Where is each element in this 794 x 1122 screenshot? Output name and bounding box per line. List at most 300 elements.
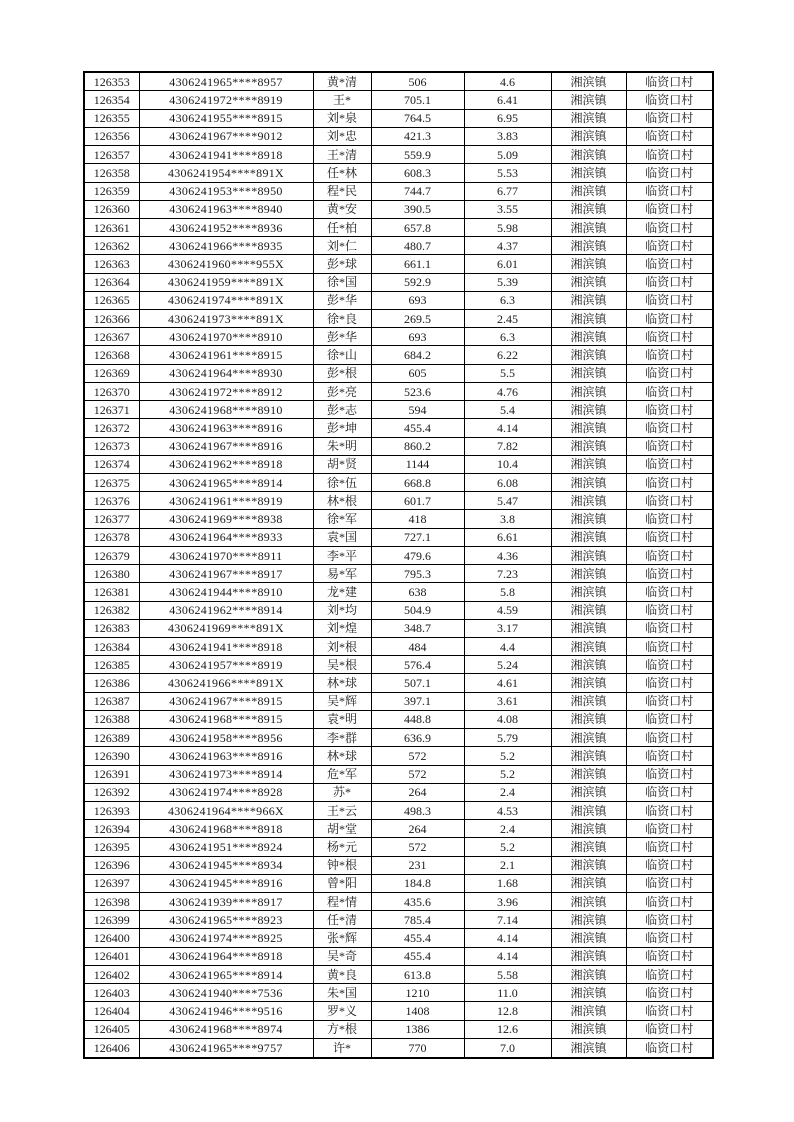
cell-town: 湘滨镇: [551, 273, 626, 291]
cell-masked-name: 方*根: [313, 1020, 371, 1038]
table-row: [84, 637, 713, 655]
table-row: [84, 310, 713, 328]
cell-masked-name: 彭*根: [313, 364, 371, 382]
cell-masked-id-number: 4306241973****891X: [139, 310, 313, 328]
cell-masked-id-number: 4306241961****8919: [139, 492, 313, 510]
cell-village: 临资口村: [626, 838, 713, 856]
cell-amount: 264: [371, 783, 464, 801]
cell-amount: 605: [371, 364, 464, 382]
cell-serial-no: 126395: [84, 838, 139, 856]
cell-town: 湘滨镇: [551, 637, 626, 655]
cell-secondary-value: 6.77: [464, 182, 551, 200]
cell-secondary-value: 4.14: [464, 947, 551, 965]
cell-amount: 693: [371, 328, 464, 346]
cell-serial-no: 126378: [84, 528, 139, 546]
cell-masked-id-number: 4306241958****8956: [139, 729, 313, 747]
cell-masked-id-number: 4306241966****8935: [139, 237, 313, 255]
cell-village: 临资口村: [626, 674, 713, 692]
cell-serial-no: 126359: [84, 182, 139, 200]
cell-village: 临资口村: [626, 328, 713, 346]
table-row: [84, 692, 713, 710]
cell-town: 湘滨镇: [551, 382, 626, 400]
cell-village: 临资口村: [626, 455, 713, 473]
records-table-body: [84, 72, 713, 1058]
table-row: [84, 984, 713, 1002]
cell-secondary-value: 2.45: [464, 310, 551, 328]
cell-masked-name: 黄*良: [313, 965, 371, 983]
cell-town: 湘滨镇: [551, 729, 626, 747]
cell-secondary-value: 3.61: [464, 692, 551, 710]
cell-village: 临资口村: [626, 474, 713, 492]
cell-town: 湘滨镇: [551, 583, 626, 601]
cell-village: 临资口村: [626, 182, 713, 200]
cell-masked-id-number: 4306241967****8917: [139, 565, 313, 583]
cell-masked-name: 苏*: [313, 783, 371, 801]
cell-masked-id-number: 4306241945****8934: [139, 856, 313, 874]
table-row: [84, 164, 713, 182]
cell-amount: 348.7: [371, 619, 464, 637]
cell-amount: 572: [371, 747, 464, 765]
table-row: [84, 656, 713, 674]
cell-secondary-value: 5.4: [464, 401, 551, 419]
cell-village: 临资口村: [626, 382, 713, 400]
cell-village: 临资口村: [626, 346, 713, 364]
cell-town: 湘滨镇: [551, 747, 626, 765]
cell-village: 临资口村: [626, 291, 713, 309]
cell-serial-no: 126365: [84, 291, 139, 309]
table-row: [84, 382, 713, 400]
cell-amount: 523.6: [371, 382, 464, 400]
cell-town: 湘滨镇: [551, 291, 626, 309]
cell-secondary-value: 6.41: [464, 91, 551, 109]
cell-masked-id-number: 4306241970****8911: [139, 546, 313, 564]
cell-masked-id-number: 4306241959****891X: [139, 273, 313, 291]
cell-village: 临资口村: [626, 1020, 713, 1038]
cell-masked-name: 徐*军: [313, 510, 371, 528]
cell-amount: 770: [371, 1038, 464, 1058]
cell-secondary-value: 6.61: [464, 528, 551, 546]
cell-masked-id-number: 4306241974****8928: [139, 783, 313, 801]
table-row: [84, 72, 713, 91]
table-row: [84, 146, 713, 164]
cell-masked-name: 任*林: [313, 164, 371, 182]
cell-secondary-value: 5.09: [464, 146, 551, 164]
cell-masked-id-number: 4306241972****8919: [139, 91, 313, 109]
table-row: [84, 893, 713, 911]
cell-masked-id-number: 4306241960****955X: [139, 255, 313, 273]
cell-town: 湘滨镇: [551, 565, 626, 583]
cell-amount: 661.1: [371, 255, 464, 273]
cell-masked-name: 刘*忠: [313, 127, 371, 145]
cell-town: 湘滨镇: [551, 455, 626, 473]
cell-village: 临资口村: [626, 911, 713, 929]
cell-masked-id-number: 4306241965****9757: [139, 1038, 313, 1058]
cell-secondary-value: 2.1: [464, 856, 551, 874]
cell-serial-no: 126363: [84, 255, 139, 273]
cell-village: 临资口村: [626, 528, 713, 546]
cell-masked-id-number: 4306241974****8925: [139, 929, 313, 947]
cell-secondary-value: 5.53: [464, 164, 551, 182]
cell-town: 湘滨镇: [551, 146, 626, 164]
cell-masked-id-number: 4306241957****8919: [139, 656, 313, 674]
cell-masked-id-number: 4306241968****8974: [139, 1020, 313, 1038]
cell-amount: 231: [371, 856, 464, 874]
cell-town: 湘滨镇: [551, 510, 626, 528]
table-row: [84, 947, 713, 965]
cell-town: 湘滨镇: [551, 218, 626, 236]
cell-serial-no: 126396: [84, 856, 139, 874]
cell-serial-no: 126371: [84, 401, 139, 419]
cell-amount: 418: [371, 510, 464, 528]
cell-village: 临资口村: [626, 200, 713, 218]
cell-amount: 269.5: [371, 310, 464, 328]
cell-secondary-value: 3.96: [464, 893, 551, 911]
cell-serial-no: 126391: [84, 765, 139, 783]
cell-town: 湘滨镇: [551, 1002, 626, 1020]
cell-masked-name: 任*清: [313, 911, 371, 929]
cell-amount: 576.4: [371, 656, 464, 674]
cell-serial-no: 126381: [84, 583, 139, 601]
cell-village: 临资口村: [626, 72, 713, 91]
table-row: [84, 91, 713, 109]
cell-village: 临资口村: [626, 218, 713, 236]
cell-town: 湘滨镇: [551, 546, 626, 564]
cell-serial-no: 126369: [84, 364, 139, 382]
cell-serial-no: 126376: [84, 492, 139, 510]
cell-masked-name: 彭*志: [313, 401, 371, 419]
cell-serial-no: 126404: [84, 1002, 139, 1020]
table-row: [84, 856, 713, 874]
cell-secondary-value: 4.14: [464, 419, 551, 437]
records-table: [83, 71, 714, 1059]
cell-serial-no: 126386: [84, 674, 139, 692]
cell-secondary-value: 4.76: [464, 382, 551, 400]
cell-amount: 613.8: [371, 965, 464, 983]
cell-amount: 455.4: [371, 947, 464, 965]
table-row: [84, 419, 713, 437]
cell-masked-name: 彭*坤: [313, 419, 371, 437]
cell-village: 临资口村: [626, 747, 713, 765]
cell-town: 湘滨镇: [551, 911, 626, 929]
table-row: [84, 474, 713, 492]
cell-amount: 504.9: [371, 601, 464, 619]
cell-masked-id-number: 4306241968****8915: [139, 710, 313, 728]
cell-village: 临资口村: [626, 801, 713, 819]
table-row: [84, 364, 713, 382]
cell-town: 湘滨镇: [551, 893, 626, 911]
cell-masked-id-number: 4306241965****8914: [139, 474, 313, 492]
cell-town: 湘滨镇: [551, 710, 626, 728]
cell-masked-id-number: 4306241965****8923: [139, 911, 313, 929]
cell-secondary-value: 3.17: [464, 619, 551, 637]
cell-village: 临资口村: [626, 546, 713, 564]
cell-serial-no: 126380: [84, 565, 139, 583]
table-row: [84, 510, 713, 528]
cell-masked-name: 李*平: [313, 546, 371, 564]
cell-serial-no: 126406: [84, 1038, 139, 1058]
cell-secondary-value: 4.53: [464, 801, 551, 819]
cell-serial-no: 126364: [84, 273, 139, 291]
cell-masked-id-number: 4306241968****8918: [139, 820, 313, 838]
cell-secondary-value: 2.4: [464, 820, 551, 838]
cell-town: 湘滨镇: [551, 528, 626, 546]
cell-town: 湘滨镇: [551, 601, 626, 619]
cell-village: 临资口村: [626, 965, 713, 983]
table-row: [84, 601, 713, 619]
cell-masked-id-number: 4306241952****8936: [139, 218, 313, 236]
cell-secondary-value: 5.98: [464, 218, 551, 236]
cell-amount: 559.9: [371, 146, 464, 164]
cell-masked-name: 刘*根: [313, 637, 371, 655]
cell-town: 湘滨镇: [551, 492, 626, 510]
cell-masked-id-number: 4306241973****8914: [139, 765, 313, 783]
cell-village: 临资口村: [626, 127, 713, 145]
cell-town: 湘滨镇: [551, 692, 626, 710]
cell-serial-no: 126374: [84, 455, 139, 473]
cell-secondary-value: 5.2: [464, 747, 551, 765]
cell-masked-name: 吴*根: [313, 656, 371, 674]
cell-village: 临资口村: [626, 237, 713, 255]
cell-serial-no: 126356: [84, 127, 139, 145]
cell-masked-name: 刘*均: [313, 601, 371, 619]
cell-serial-no: 126383: [84, 619, 139, 637]
cell-amount: 594: [371, 401, 464, 419]
cell-serial-no: 126399: [84, 911, 139, 929]
cell-serial-no: 126393: [84, 801, 139, 819]
cell-secondary-value: 7.14: [464, 911, 551, 929]
cell-town: 湘滨镇: [551, 437, 626, 455]
cell-masked-id-number: 4306241939****8917: [139, 893, 313, 911]
cell-serial-no: 126368: [84, 346, 139, 364]
cell-masked-name: 林*球: [313, 674, 371, 692]
cell-town: 湘滨镇: [551, 474, 626, 492]
cell-secondary-value: 4.6: [464, 72, 551, 91]
cell-masked-id-number: 4306241945****8916: [139, 874, 313, 892]
cell-serial-no: 126377: [84, 510, 139, 528]
cell-town: 湘滨镇: [551, 801, 626, 819]
cell-amount: 264: [371, 820, 464, 838]
cell-village: 临资口村: [626, 419, 713, 437]
table-row: [84, 346, 713, 364]
cell-masked-id-number: 4306241962****8914: [139, 601, 313, 619]
cell-masked-name: 胡*贤: [313, 455, 371, 473]
cell-masked-name: 徐*山: [313, 346, 371, 364]
cell-secondary-value: 4.37: [464, 237, 551, 255]
cell-town: 湘滨镇: [551, 674, 626, 692]
cell-amount: 455.4: [371, 419, 464, 437]
cell-town: 湘滨镇: [551, 419, 626, 437]
cell-secondary-value: 4.36: [464, 546, 551, 564]
cell-town: 湘滨镇: [551, 874, 626, 892]
cell-village: 临资口村: [626, 401, 713, 419]
cell-masked-id-number: 4306241974****891X: [139, 291, 313, 309]
cell-serial-no: 126379: [84, 546, 139, 564]
cell-masked-name: 刘*泉: [313, 109, 371, 127]
cell-masked-name: 彭*华: [313, 291, 371, 309]
cell-secondary-value: 11.0: [464, 984, 551, 1002]
cell-serial-no: 126361: [84, 218, 139, 236]
table-row: [84, 674, 713, 692]
cell-masked-id-number: 4306241964****8930: [139, 364, 313, 382]
cell-amount: 638: [371, 583, 464, 601]
cell-serial-no: 126372: [84, 419, 139, 437]
table-row: [84, 565, 713, 583]
cell-amount: 421.3: [371, 127, 464, 145]
cell-serial-no: 126360: [84, 200, 139, 218]
table-row: [84, 838, 713, 856]
cell-serial-no: 126362: [84, 237, 139, 255]
cell-masked-id-number: 4306241965****8914: [139, 965, 313, 983]
cell-masked-id-number: 4306241963****8940: [139, 200, 313, 218]
cell-amount: 435.6: [371, 893, 464, 911]
cell-town: 湘滨镇: [551, 364, 626, 382]
cell-masked-id-number: 4306241951****8924: [139, 838, 313, 856]
cell-village: 临资口村: [626, 583, 713, 601]
table-row: [84, 200, 713, 218]
cell-masked-name: 朱*国: [313, 984, 371, 1002]
cell-amount: 657.8: [371, 218, 464, 236]
table-row: [84, 328, 713, 346]
cell-secondary-value: 7.82: [464, 437, 551, 455]
cell-secondary-value: 5.58: [464, 965, 551, 983]
cell-masked-name: 徐*国: [313, 273, 371, 291]
cell-masked-name: 胡*堂: [313, 820, 371, 838]
cell-village: 临资口村: [626, 619, 713, 637]
table-row: [84, 783, 713, 801]
cell-village: 临资口村: [626, 492, 713, 510]
cell-amount: 572: [371, 838, 464, 856]
cell-serial-no: 126401: [84, 947, 139, 965]
table-row: [84, 546, 713, 564]
cell-town: 湘滨镇: [551, 856, 626, 874]
cell-village: 临资口村: [626, 255, 713, 273]
cell-masked-name: 罗*义: [313, 1002, 371, 1020]
cell-village: 临资口村: [626, 91, 713, 109]
cell-town: 湘滨镇: [551, 346, 626, 364]
cell-secondary-value: 5.47: [464, 492, 551, 510]
cell-amount: 1408: [371, 1002, 464, 1020]
cell-secondary-value: 3.8: [464, 510, 551, 528]
cell-serial-no: 126373: [84, 437, 139, 455]
cell-amount: 1386: [371, 1020, 464, 1038]
cell-amount: 480.7: [371, 237, 464, 255]
cell-amount: 572: [371, 765, 464, 783]
cell-village: 临资口村: [626, 856, 713, 874]
cell-masked-name: 程*民: [313, 182, 371, 200]
cell-amount: 498.3: [371, 801, 464, 819]
table-row: [84, 801, 713, 819]
cell-masked-id-number: 4306241946****9516: [139, 1002, 313, 1020]
cell-serial-no: 126367: [84, 328, 139, 346]
table-row: [84, 1038, 713, 1058]
cell-serial-no: 126394: [84, 820, 139, 838]
cell-village: 临资口村: [626, 1002, 713, 1020]
cell-secondary-value: 6.3: [464, 291, 551, 309]
cell-village: 临资口村: [626, 109, 713, 127]
table-row: [84, 492, 713, 510]
cell-town: 湘滨镇: [551, 328, 626, 346]
cell-masked-name: 龙*建: [313, 583, 371, 601]
cell-masked-name: 林*球: [313, 747, 371, 765]
table-row: [84, 911, 713, 929]
cell-village: 临资口村: [626, 874, 713, 892]
cell-secondary-value: 3.83: [464, 127, 551, 145]
cell-village: 临资口村: [626, 510, 713, 528]
cell-secondary-value: 4.08: [464, 710, 551, 728]
cell-village: 临资口村: [626, 364, 713, 382]
cell-town: 湘滨镇: [551, 783, 626, 801]
cell-amount: 668.8: [371, 474, 464, 492]
cell-masked-name: 彭*球: [313, 255, 371, 273]
table-row: [84, 747, 713, 765]
cell-village: 临资口村: [626, 1038, 713, 1058]
cell-serial-no: 126398: [84, 893, 139, 911]
cell-serial-no: 126357: [84, 146, 139, 164]
cell-town: 湘滨镇: [551, 182, 626, 200]
cell-masked-name: 王*云: [313, 801, 371, 819]
cell-masked-id-number: 4306241965****8957: [139, 72, 313, 91]
cell-secondary-value: 4.59: [464, 601, 551, 619]
cell-amount: 705.1: [371, 91, 464, 109]
cell-masked-name: 吴*辉: [313, 692, 371, 710]
cell-village: 临资口村: [626, 146, 713, 164]
cell-masked-name: 王*: [313, 91, 371, 109]
cell-village: 临资口村: [626, 601, 713, 619]
cell-amount: 506: [371, 72, 464, 91]
cell-village: 临资口村: [626, 710, 713, 728]
cell-masked-name: 易*军: [313, 565, 371, 583]
cell-masked-name: 李*群: [313, 729, 371, 747]
cell-masked-name: 王*清: [313, 146, 371, 164]
cell-amount: 636.9: [371, 729, 464, 747]
cell-town: 湘滨镇: [551, 200, 626, 218]
cell-masked-id-number: 4306241970****8910: [139, 328, 313, 346]
table-row: [84, 820, 713, 838]
cell-masked-id-number: 4306241954****891X: [139, 164, 313, 182]
cell-village: 临资口村: [626, 692, 713, 710]
cell-masked-id-number: 4306241940****7536: [139, 984, 313, 1002]
table-row: [84, 437, 713, 455]
cell-masked-id-number: 4306241953****8950: [139, 182, 313, 200]
cell-village: 临资口村: [626, 437, 713, 455]
cell-masked-name: 彭*华: [313, 328, 371, 346]
cell-serial-no: 126353: [84, 72, 139, 91]
cell-amount: 1210: [371, 984, 464, 1002]
cell-village: 临资口村: [626, 729, 713, 747]
cell-serial-no: 126405: [84, 1020, 139, 1038]
cell-secondary-value: 3.55: [464, 200, 551, 218]
cell-masked-id-number: 4306241964****8933: [139, 528, 313, 546]
cell-serial-no: 126403: [84, 984, 139, 1002]
cell-secondary-value: 5.79: [464, 729, 551, 747]
cell-village: 临资口村: [626, 273, 713, 291]
cell-town: 湘滨镇: [551, 1020, 626, 1038]
cell-village: 临资口村: [626, 164, 713, 182]
table-row: [84, 619, 713, 637]
cell-serial-no: 126385: [84, 656, 139, 674]
cell-amount: 455.4: [371, 929, 464, 947]
cell-masked-name: 程*情: [313, 893, 371, 911]
cell-masked-name: 钟*根: [313, 856, 371, 874]
cell-amount: 608.3: [371, 164, 464, 182]
cell-serial-no: 126370: [84, 382, 139, 400]
cell-masked-name: 袁*明: [313, 710, 371, 728]
cell-amount: 795.3: [371, 565, 464, 583]
cell-secondary-value: 12.8: [464, 1002, 551, 1020]
cell-secondary-value: 2.4: [464, 783, 551, 801]
cell-town: 湘滨镇: [551, 656, 626, 674]
cell-secondary-value: 6.01: [464, 255, 551, 273]
